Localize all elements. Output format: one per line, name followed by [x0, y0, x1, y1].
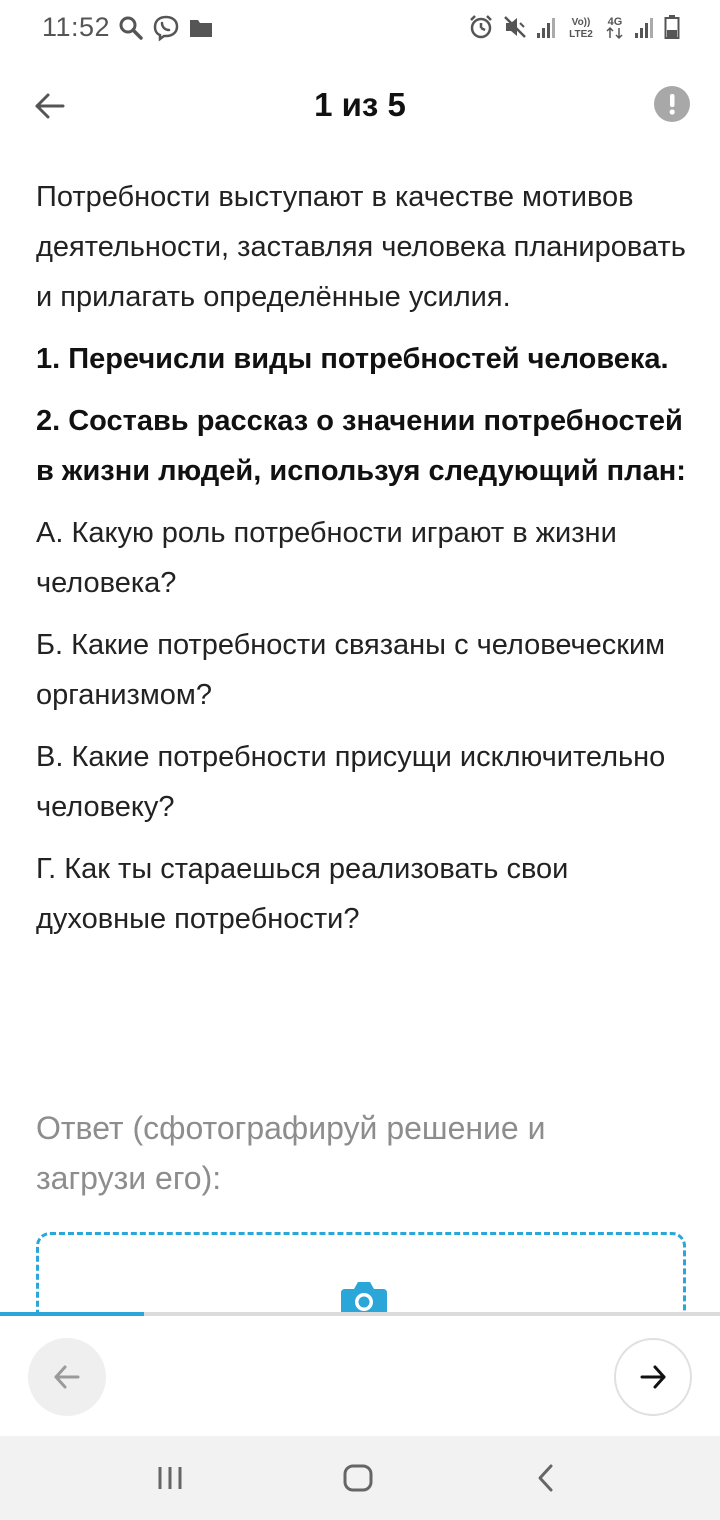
recents-icon	[155, 1465, 185, 1491]
4g-icon	[604, 14, 626, 40]
folder-icon	[188, 16, 214, 40]
alarm-icon	[468, 14, 494, 40]
status-left-icons	[118, 14, 214, 42]
status-bar	[0, 0, 720, 56]
question-intro: Потребности выступают в качестве мотивов деятельности, заставляя человека планировать и прилагать определённые усилия.	[36, 181, 686, 313]
plan-item-a: А. Какую роль потребности играют в жизни человека?	[36, 517, 617, 599]
arrow-left-icon	[53, 1364, 81, 1390]
svg-text:Vo)): Vo))	[571, 17, 591, 28]
task-2: 2. Составь рассказ о значении потребностей в жизни людей, используя следующий план:	[36, 405, 686, 487]
battery-icon	[664, 14, 680, 40]
mute-icon	[502, 14, 528, 40]
home-button[interactable]	[336, 1456, 380, 1500]
exclamation-icon	[654, 86, 690, 122]
system-nav-bar	[0, 1436, 720, 1520]
home-icon	[342, 1463, 374, 1493]
svg-text:LTE2: LTE2	[569, 29, 593, 40]
task-1: 1. Перечисли виды потребностей человека.	[36, 343, 669, 375]
status-right-icons	[468, 14, 680, 40]
back-icon	[535, 1463, 557, 1493]
signal-icon	[536, 15, 558, 39]
bottom-panel	[0, 1312, 720, 1436]
arrow-right-icon	[639, 1364, 667, 1390]
plan-item-g: Г. Как ты стараешься реализовать свои духовные потребности?	[36, 853, 569, 935]
report-button[interactable]	[654, 86, 690, 122]
answer-label: Ответ (сфотографируй решение и загрузи его):	[36, 1110, 546, 1196]
search-icon	[118, 15, 144, 41]
header	[0, 70, 720, 140]
question-content	[36, 172, 686, 944]
progress-fill	[0, 1312, 144, 1316]
plan-item-b: Б. Какие потребности связаны с человеческим организмом?	[36, 629, 666, 711]
next-button[interactable]	[614, 1338, 692, 1416]
recents-button[interactable]	[148, 1456, 192, 1500]
svg-text:4G: 4G	[607, 16, 623, 28]
viber-icon	[152, 14, 180, 42]
progress-bar	[0, 1312, 720, 1316]
page-title: 1 из 5	[314, 86, 406, 123]
signal-icon	[634, 15, 656, 39]
previous-button[interactable]	[28, 1338, 106, 1416]
status-time: 11:52	[42, 12, 111, 42]
system-back-button[interactable]	[524, 1456, 568, 1500]
volte-lte2-icon	[566, 14, 596, 40]
plan-item-v: В. Какие потребности присущи исключительно человеку?	[36, 741, 666, 823]
